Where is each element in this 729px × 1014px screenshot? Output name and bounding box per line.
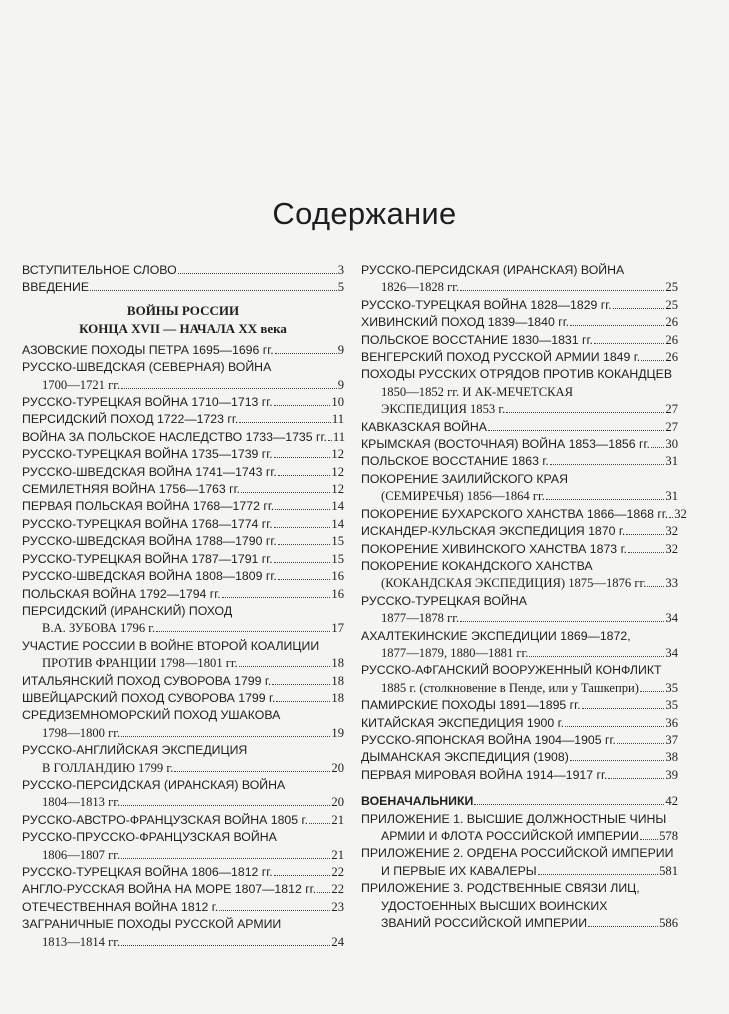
- toc-entry[interactable]: [22, 464, 344, 481]
- dot-leader: [647, 586, 664, 587]
- dot-leader: [276, 701, 330, 702]
- dot-leader: [538, 874, 658, 875]
- toc-entry[interactable]: [22, 568, 344, 585]
- toc-entry[interactable]: [361, 749, 678, 766]
- toc-entry[interactable]: [361, 506, 687, 523]
- toc-entry-page: 578: [659, 829, 678, 843]
- toc-entry[interactable]: [22, 411, 344, 428]
- toc-entry-page: 32: [665, 524, 678, 539]
- section-heading: [22, 302, 344, 338]
- toc-entry-page: 18: [331, 690, 344, 705]
- toc-entry[interactable]: [22, 638, 344, 673]
- toc-entry[interactable]: [361, 523, 678, 540]
- dot-leader: [529, 656, 664, 657]
- toc-entry-title: ОТЕЧЕСТВЕННАЯ ВОЙНА 1812 г.: [22, 899, 219, 914]
- toc-entry[interactable]: [22, 916, 344, 951]
- dot-leader: [506, 412, 664, 413]
- toc-entry-title: ЗАГРАНИЧНЫЕ ПОХОДЫ РУССКОЙ АРМИИ: [22, 917, 282, 932]
- dot-leader: [594, 343, 665, 344]
- toc-entry-title: 1806—1807 гг.: [42, 847, 121, 862]
- toc-entry-title: РУССКО-ЯПОНСКАЯ ВОЙНА 1904—1905 гг.: [361, 732, 616, 747]
- toc-entry-title: РУССКО-ТУРЕЦКАЯ ВОЙНА 1787—1791 гг.: [22, 551, 273, 566]
- toc-entry[interactable]: [361, 419, 678, 436]
- toc-entry-title: 1804—1813 гг.: [42, 795, 121, 810]
- toc-entry-title: ЗВАНИЙ РОССИЙСКОЙ ИМПЕРИИ: [381, 916, 588, 931]
- toc-entry[interactable]: [22, 551, 344, 568]
- dot-leader: [570, 325, 664, 326]
- toc-entry-page: 12: [331, 447, 344, 462]
- toc-entry[interactable]: [361, 628, 678, 663]
- toc-entry[interactable]: [361, 471, 678, 506]
- toc-entry-page: 30: [665, 437, 678, 452]
- toc-entry-title: РУССКО-ШВЕДСКАЯ ВОЙНА 1788—1790 гг.: [22, 534, 277, 549]
- dot-leader: [272, 684, 330, 685]
- toc-entry[interactable]: [22, 359, 344, 394]
- toc-entry-title: РУССКО-ПЕРСИДСКАЯ (ИРАНСКАЯ) ВОЙНА: [361, 263, 625, 277]
- toc-entry-title: ПОКОРЕНИЕ ХИВИНСКОГО ХАНСТВА 1873 г.: [361, 541, 627, 556]
- toc-entry[interactable]: [22, 394, 344, 411]
- toc-entry-title: ВСТУПИТЕЛЬНОЕ СЛОВО: [22, 263, 177, 277]
- toc-entry-page: 32: [665, 541, 678, 556]
- toc-entry-title: ХИВИНСКИЙ ПОХОД 1839—1840 гг.: [361, 315, 570, 330]
- toc-entry[interactable]: [22, 690, 344, 707]
- toc-entry-title: АНГЛО-РУССКАЯ ВОЙНА НА МОРЕ 1807—1812 гг.: [22, 882, 317, 897]
- toc-entry-page: 20: [331, 795, 344, 810]
- toc-entry-title: ПЕРВАЯ МИРОВАЯ ВОЙНА 1914—1917 гг.: [361, 767, 608, 782]
- toc-wars-list: [22, 342, 344, 951]
- dot-leader: [274, 562, 331, 563]
- toc-entry-title: РУССКО-ТУРЕЦКАЯ ВОЙНА 1710—1713 гг.: [22, 395, 273, 410]
- dot-leader: [550, 464, 665, 465]
- dot-leader: [239, 422, 331, 423]
- toc-entry-title: (СЕМИРЕЧЬЯ) 1856—1864 гг.: [381, 489, 545, 504]
- toc-entry-page: 31: [665, 489, 678, 504]
- toc-entry[interactable]: [22, 498, 344, 515]
- toc-entry-page: 18: [331, 656, 344, 671]
- toc-entry-title: ПОКОРЕНИЕ ЗАИЛИЙСКОГО КРАЯ: [361, 471, 568, 486]
- toc-entry-title: РУССКО-ТУРЕЦКАЯ ВОЙНА 1768—1774 гг.: [22, 516, 273, 531]
- toc-entry-title: ПОЛЬСКОЕ ВОССТАНИЕ 1830—1831 гг.: [361, 332, 593, 347]
- toc-entry[interactable]: [22, 864, 344, 881]
- toc-entry-page: 586: [659, 916, 678, 931]
- dot-leader: [278, 475, 331, 476]
- toc-entry-title: АРМИИ И ФЛОТА РОССИЙСКОЙ ИМПЕРИИ: [381, 829, 639, 843]
- dot-leader: [626, 534, 664, 535]
- toc-entry[interactable]: [22, 812, 344, 829]
- toc-entry-page: 26: [665, 315, 678, 330]
- toc-entry[interactable]: [361, 453, 678, 470]
- toc-entry-page: 22: [331, 882, 344, 897]
- toc-entry-title: РУССКО-ПРУССКО-ФРАНЦУЗСКАЯ ВОЙНА: [22, 830, 277, 845]
- dot-leader: [617, 743, 665, 744]
- dot-leader: [274, 527, 331, 528]
- toc-entry[interactable]: [361, 314, 678, 331]
- toc-entry-title: КАВКАЗСКАЯ ВОЙНА: [361, 419, 487, 434]
- toc-entry-page: 16: [331, 586, 344, 601]
- dot-leader: [651, 447, 665, 448]
- dot-leader: [278, 544, 331, 545]
- toc-entry-title: 1850—1852 гг. И АК-МЕЧЕТСКАЯ: [381, 384, 574, 399]
- toc-entry[interactable]: [22, 742, 344, 777]
- toc-entry[interactable]: [361, 880, 678, 932]
- toc-entry-title: ИТАЛЬЯНСКИЙ ПОХОД СУВОРОВА 1799 г.: [22, 673, 272, 688]
- section-heading-line-2: КОНЦА XVII — НАЧАЛА XX века: [79, 320, 287, 336]
- dot-leader: [121, 945, 330, 946]
- toc-entry-page: 3: [337, 263, 344, 277]
- toc-entry[interactable]: [361, 541, 678, 558]
- toc-entry[interactable]: [22, 777, 344, 812]
- toc-entry-title: КИТАЙСКАЯ ЭКСПЕДИЦИЯ 1900 г.: [361, 715, 565, 730]
- toc-entry-page: 36: [665, 715, 678, 730]
- toc-entry-title: ВОЙНА ЗА ПОЛЬСКОЕ НАСЛЕДСТВО 1733—1735 гг.: [22, 429, 327, 444]
- toc-entry-title: ПЕРВАЯ ПОЛЬСКАЯ ВОЙНА 1768—1772 гг.: [22, 499, 275, 514]
- toc-entry-title: 1885 г. (столкновение в Пенде, или у Ташкепри): [381, 680, 639, 695]
- toc-entry[interactable]: [22, 481, 344, 498]
- toc-entry-title: СЕМИЛЕТНЯЯ ВОЙНА 1756—1763 гг.: [22, 482, 241, 497]
- toc-entry[interactable]: [361, 593, 678, 628]
- toc-entry-page: 5: [337, 280, 344, 295]
- dot-leader: [121, 388, 337, 389]
- toc-entry[interactable]: [22, 673, 344, 690]
- toc-entry-page: 17: [331, 621, 344, 636]
- toc-entry-title: КРЫМСКАЯ (ВОСТОЧНАЯ) ВОЙНА 1853—1856 гг.: [361, 437, 650, 452]
- toc-entry-page: 15: [331, 534, 344, 549]
- toc-entry-page: 16: [331, 569, 344, 584]
- toc-entry[interactable]: [22, 586, 344, 603]
- dot-leader: [628, 552, 664, 553]
- toc-entry-page: 26: [665, 350, 678, 365]
- dot-leader: [274, 875, 331, 876]
- toc-entry[interactable]: [361, 332, 678, 349]
- toc-entry-title: АХАЛТЕКИНСКИЕ ЭКСПЕДИЦИИ 1869—1872,: [361, 628, 631, 643]
- toc-entry-title: РУССКО-АВСТРО-ФРАНЦУЗСКАЯ ВОЙНА 1805 г.: [22, 812, 308, 827]
- toc-entry-page: 21: [331, 812, 344, 827]
- toc-entry-title: ВОЕНАЧАЛЬНИКИ: [361, 794, 474, 809]
- dot-leader: [90, 290, 337, 291]
- toc-entry-page: 18: [331, 673, 344, 688]
- toc-entry-page: 32: [674, 506, 687, 521]
- toc-entry-title: ПОЛЬСКОЕ ВОССТАНИЕ 1863 г.: [361, 454, 549, 469]
- toc-entry[interactable]: [361, 732, 678, 749]
- toc-entry-title: ПАМИРСКИЕ ПОХОДЫ 1891—1895 гг.: [361, 698, 581, 713]
- toc-entry-title: ВВЕДЕНИЕ: [22, 280, 90, 295]
- dot-leader: [121, 858, 330, 859]
- toc-appendix-list: [361, 793, 678, 932]
- dot-leader: [640, 691, 664, 692]
- toc-entry-title: ПРОТИВ ФРАНЦИИ 1798—1801 гг.: [42, 656, 238, 671]
- toc-entry-title: 1877—1878 гг.: [381, 611, 460, 626]
- toc-entry[interactable]: [361, 366, 678, 418]
- toc-entry-page: 39: [665, 767, 678, 782]
- toc-entry[interactable]: [22, 516, 344, 533]
- toc-entry-title: ЭКСПЕДИЦИЯ 1853 г.: [381, 402, 506, 417]
- toc-entry[interactable]: [361, 297, 678, 314]
- toc-entry-page: 35: [665, 698, 678, 713]
- dot-leader: [474, 804, 664, 805]
- dot-leader: [565, 726, 664, 727]
- toc-entry[interactable]: [361, 436, 678, 453]
- toc-entry-title: ПОХОДЫ РУССКИХ ОТРЯДОВ ПРОТИВ КОКАНДЦЕВ: [361, 367, 673, 382]
- toc-entry-title: ПЕРСИДСКИЙ ПОХОД 1722—1723 гг.: [22, 412, 239, 427]
- toc-entry[interactable]: [22, 707, 344, 742]
- toc-entry-title: УДОСТОЕННЫХ ВЫСШИХ ВОИНСКИХ: [381, 898, 608, 913]
- toc-entry[interactable]: [22, 899, 344, 916]
- dot-leader: [156, 631, 330, 632]
- toc-entry[interactable]: [361, 262, 678, 297]
- toc-entry-title: 1826—1828 гг.: [381, 280, 460, 295]
- toc-entry-title: РУССКО-АНГЛИЙСКАЯ ЭКСПЕДИЦИЯ: [22, 743, 248, 758]
- toc-entry-title: ПРИЛОЖЕНИЕ 2. ОРДЕНА РОССИЙСКОЙ ИМПЕРИИ: [361, 846, 674, 861]
- toc-intro-list: [22, 262, 344, 297]
- toc-left-column: [22, 262, 344, 951]
- toc-wars-list-continued: [361, 262, 687, 784]
- toc-entry-page: 33: [665, 576, 678, 591]
- toc-entry-page: 42: [665, 794, 678, 809]
- toc-entry[interactable]: [361, 845, 678, 880]
- toc-entry[interactable]: [361, 662, 678, 697]
- toc-entry-page: 12: [331, 464, 344, 479]
- toc-entry-page: 22: [331, 865, 344, 879]
- toc-entry-page: 11: [331, 412, 344, 427]
- toc-entry-page: 25: [665, 297, 678, 312]
- toc-entry[interactable]: [361, 767, 678, 784]
- toc-entry-page: 19: [331, 725, 344, 740]
- toc-entry-title: РУССКО-ПЕРСИДСКАЯ (ИРАНСКАЯ) ВОЙНА: [22, 777, 286, 792]
- toc-entry-title: УЧАСТИЕ РОССИИ В ВОЙНЕ ВТОРОЙ КОАЛИЦИИ: [22, 638, 320, 653]
- dot-leader: [460, 290, 664, 291]
- toc-entry-title: ШВЕЙЦАРСКИЙ ПОХОД СУВОРОВА 1799 г.: [22, 690, 276, 705]
- toc-entry-title: РУССКО-ТУРЕЦКАЯ ВОЙНА 1735—1739 гг.: [22, 447, 273, 462]
- toc-entry-page: 20: [331, 760, 344, 775]
- dot-leader: [309, 823, 330, 824]
- toc-entry-title: РУССКО-ТУРЕЦКАЯ ВОЙНА: [361, 593, 527, 608]
- dot-leader: [546, 499, 664, 500]
- toc-entry-title: (КОКАНДСКАЯ ЭКСПЕДИЦИЯ) 1875—1876 гг.: [381, 576, 647, 591]
- toc-entry-page: 9: [337, 377, 344, 392]
- toc-entry[interactable]: [22, 829, 344, 864]
- toc-entry[interactable]: [22, 446, 344, 463]
- dot-leader: [640, 839, 658, 840]
- toc-entry-title: ДЫМАНСКАЯ ЭКСПЕДИЦИЯ (1908): [361, 750, 569, 765]
- toc-entry[interactable]: [22, 881, 344, 898]
- toc-entry-title: ПОЛЬСКАЯ ВОЙНА 1792—1794 гг.: [22, 586, 221, 601]
- toc-entry-title: ИСКАНДЕР-КУЛЬСКАЯ ЭКСПЕДИЦИЯ 1870 г.: [361, 524, 626, 539]
- toc-entry[interactable]: [22, 429, 344, 446]
- toc-entry-page: 23: [331, 899, 344, 914]
- toc-entry[interactable]: [22, 533, 344, 550]
- dot-leader: [222, 597, 331, 598]
- toc-entry-title: 1700—1721 гг.: [42, 377, 121, 392]
- dot-leader: [328, 440, 332, 441]
- toc-entry-title: РУССКО-ШВЕДСКАЯ (СЕВЕРНАЯ) ВОЙНА: [22, 360, 272, 375]
- dot-leader: [239, 666, 331, 667]
- toc-entry-title: РУССКО-ТУРЕЦКАЯ ВОЙНА 1806—1812 гг.: [22, 865, 273, 879]
- toc-entry[interactable]: [22, 262, 344, 279]
- toc-entry[interactable]: [361, 793, 678, 810]
- toc-entry-title: АЗОВСКИЕ ПОХОДЫ ПЕТРА 1695—1696 гг.: [22, 342, 274, 357]
- toc-entry-title: ВЕНГЕРСКИЙ ПОХОД РУССКОЙ АРМИИ 1849 г.: [361, 350, 641, 365]
- toc-entry-page: 15: [331, 551, 344, 566]
- dot-leader: [669, 517, 673, 518]
- toc-entry-page: 37: [665, 732, 678, 747]
- toc-entry-page: 10: [331, 395, 344, 410]
- dot-leader: [121, 805, 330, 806]
- dot-leader: [274, 405, 331, 406]
- toc-entry[interactable]: [361, 349, 678, 366]
- toc-entry-page: 581: [659, 863, 678, 878]
- toc-entry-page: 35: [665, 680, 678, 695]
- dot-leader: [241, 492, 330, 493]
- toc-entry-title: ПРИЛОЖЕНИЕ 1. ВЫСШИЕ ДОЛЖНОСТНЫЕ ЧИНЫ: [361, 811, 667, 826]
- toc-entry[interactable]: [361, 697, 678, 714]
- section-heading-line-1: ВОЙНЫ РОССИИ: [126, 302, 240, 318]
- dot-leader: [121, 736, 330, 737]
- toc-entry-title: 1798—1800 гг.: [42, 725, 121, 740]
- toc-entry[interactable]: [361, 558, 678, 593]
- toc-entry-title: В.А. ЗУБОВА 1796 г.: [42, 621, 156, 636]
- dot-leader: [317, 892, 330, 893]
- toc-entry-title: ПОКОРЕНИЕ БУХАРСКОГО ХАНСТВА 1866—1868 гг.: [361, 506, 669, 521]
- toc-entry-title: И ПЕРВЫЕ ИХ КАВАЛЕРЫ: [381, 863, 537, 878]
- toc-entry-title: 1813—1814 гг.: [42, 934, 121, 949]
- toc-entry-title: РУССКО-ТУРЕЦКАЯ ВОЙНА 1828—1829 гг.: [361, 297, 612, 312]
- toc-entry-title: СРЕДИЗЕМНОМОРСКИЙ ПОХОД УШАКОВА: [22, 708, 281, 723]
- dot-leader: [582, 708, 665, 709]
- toc-entry[interactable]: [22, 279, 344, 296]
- dot-leader: [613, 308, 665, 309]
- dot-leader: [488, 430, 665, 431]
- toc-entry-page: 38: [665, 750, 678, 765]
- toc-entry[interactable]: [22, 603, 344, 638]
- toc-entry-title: РУССКО-ШВЕДСКАЯ ВОЙНА 1741—1743 гг.: [22, 464, 277, 479]
- toc-entry-page: 14: [331, 516, 344, 531]
- toc-entry-page: 25: [665, 280, 678, 295]
- toc-entry-page: 26: [665, 332, 678, 347]
- toc-entry-title: РУССКО-АФГАНСКИЙ ВООРУЖЕННЫЙ КОНФЛИКТ: [361, 663, 662, 678]
- dot-leader: [274, 457, 331, 458]
- toc-entry-page: 14: [331, 499, 344, 514]
- toc-entry-title: 1877—1879, 1880—1881 гг.: [381, 645, 529, 660]
- toc-entry[interactable]: [361, 715, 678, 732]
- dot-leader: [641, 360, 664, 361]
- toc-entry[interactable]: [361, 811, 678, 846]
- toc-entry-title: В ГОЛЛАНДИЮ 1799 г.: [42, 760, 174, 775]
- dot-leader: [178, 273, 337, 274]
- toc-entry-title: РУССКО-ШВЕДСКАЯ ВОЙНА 1808—1809 гг.: [22, 569, 277, 584]
- dot-leader: [588, 926, 658, 927]
- toc-entry-page: 24: [331, 934, 344, 949]
- toc-entry-page: 34: [665, 611, 678, 626]
- toc-entry[interactable]: [22, 342, 344, 359]
- toc-entry-page: 21: [331, 847, 344, 862]
- toc-entry-page: 11: [332, 429, 346, 444]
- dot-leader: [219, 910, 330, 911]
- toc-entry-page: 9: [337, 342, 344, 357]
- toc-entry-page: 31: [665, 454, 678, 469]
- toc-entry-page: 12: [331, 482, 344, 497]
- dot-leader: [608, 778, 664, 779]
- toc-entry-page: 27: [665, 419, 678, 434]
- toc-entry-title: ПЕРСИДСКИЙ (ИРАНСКИЙ) ПОХОД: [22, 603, 233, 618]
- dot-leader: [275, 353, 337, 354]
- page-title: Содержание: [272, 196, 457, 231]
- toc-right-column: [361, 262, 687, 932]
- dot-leader: [278, 579, 331, 580]
- dot-leader: [174, 771, 330, 772]
- toc-entry-page: 27: [665, 402, 678, 417]
- toc-entry-title: ПОКОРЕНИЕ КОКАНДСКОГО ХАНСТВА: [361, 558, 593, 573]
- dot-leader: [570, 760, 665, 761]
- toc-entry-page: 34: [665, 645, 678, 660]
- toc-entry-title: ПРИЛОЖЕНИЕ 3. РОДСТВЕННЫЕ СВЯЗИ ЛИЦ,: [361, 881, 640, 896]
- dot-leader: [275, 509, 330, 510]
- dot-leader: [460, 621, 664, 622]
